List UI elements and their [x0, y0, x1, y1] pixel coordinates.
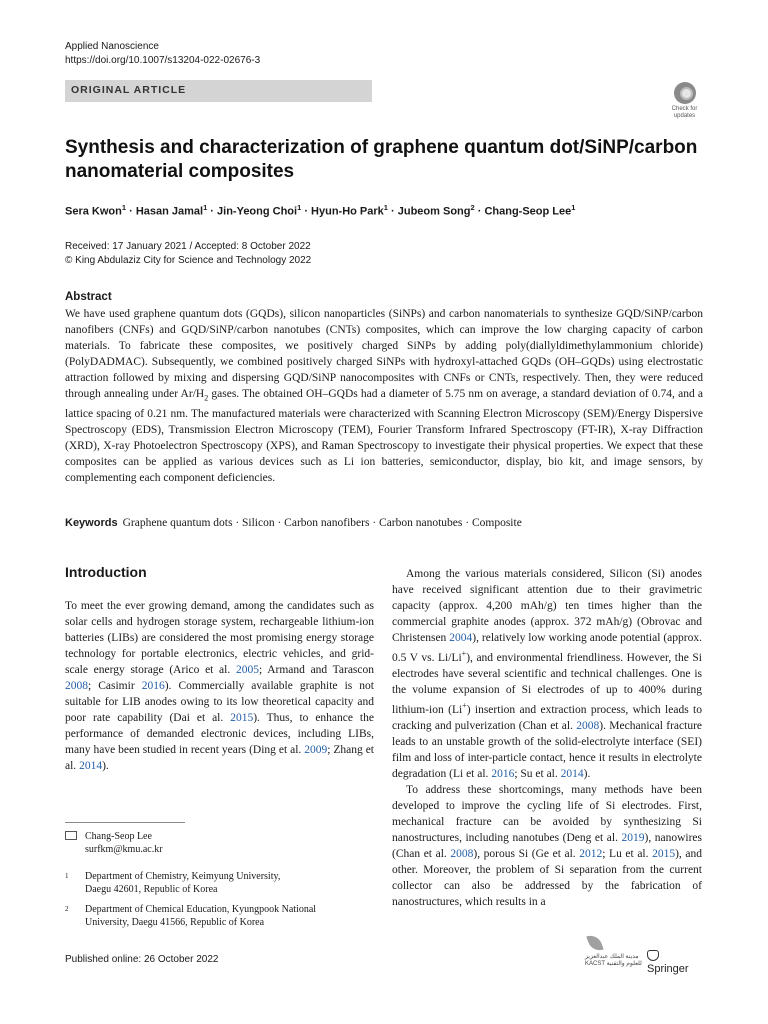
intro-column-left [65, 598, 374, 774]
affiliation-2-number: 2 [65, 905, 69, 913]
citation-link[interactable]: 2004 [449, 632, 473, 644]
text-run: ), nanowires (Chan et al. [392, 831, 703, 860]
keywords [65, 517, 705, 529]
intro-paragraph-2 [392, 566, 702, 782]
text-run: ), relatively low working anode potential (approx. 0.5 V vs. Li/Li [392, 632, 702, 664]
affiliation-1-line-1: Department of Chemistry, Keimyung University, [85, 871, 281, 882]
citation-link[interactable]: 2014 [79, 760, 103, 772]
affiliation-1-number: 1 [65, 872, 69, 880]
author-name[interactable]: Hasan Jamal [135, 205, 204, 218]
author-affiliation-mark: 2 [470, 203, 475, 212]
affiliation-1 [65, 870, 365, 896]
abstract-heading: Abstract [65, 291, 112, 303]
check-updates-text-1: Check for [671, 106, 698, 112]
author-affiliation-mark: 1 [121, 203, 127, 212]
article-dates [65, 240, 311, 268]
text-run: ; Armand and Tarascon [258, 664, 375, 676]
article-type-banner [65, 80, 372, 102]
text-run: Among the various materials considered, Silicon (Si) anodes have received significant attention due to their gravimetric capacity (approx. 4,200 mAh/g) ten times higher than the commercial graphite anodes (approx. 372 mAh/g) (Obrovac and Christensen [392, 568, 702, 644]
article-type-label: ORIGINAL ARTICLE [71, 84, 187, 96]
author-affiliation-mark: 1 [383, 203, 388, 212]
text-run: ; Lu et al. [602, 847, 653, 860]
springer-label: Springer [647, 963, 689, 975]
author-separator: · [126, 205, 136, 218]
doi-link[interactable]: https://doi.org/10.1007/s13204-022-02676-3 [65, 55, 261, 66]
check-for-updates-badge[interactable] [666, 82, 703, 124]
affiliation-1-line-2: Daegu 42601, Republic of Korea [85, 884, 218, 895]
citation-link[interactable]: 2014 [560, 767, 584, 780]
citation-link[interactable]: 2012 [579, 847, 603, 860]
kacst-text: KACST للعلوم والتقنية [585, 961, 642, 967]
superscript: + [462, 700, 467, 710]
citation-link[interactable]: 2019 [621, 831, 645, 844]
author-name[interactable]: Sera Kwon [65, 205, 122, 218]
intro-paragraph-3 [392, 782, 702, 910]
journal-name: Applied Nanoscience [65, 41, 159, 52]
text-run: ). Mechanical fracture leads to an unstable growth of the solid-electrolyte interface (SEI) film and loss of inter-particle contact, hence it results in electrolyte degradation (Li et al. [392, 719, 702, 780]
check-updates-text-2: updates [673, 113, 696, 119]
text-run: ), and environmental friendliness. However, the Si electrodes have several scientific and technical challenges. One is the volume expansion of Si electrodes of up to 400% during lithium-ion (Li [392, 651, 702, 716]
author-name[interactable]: Chang-Seop Lee [484, 205, 572, 218]
text-run: ; Zhang et al. [65, 744, 374, 772]
intro-paragraph-1 [65, 598, 374, 774]
author-name[interactable]: Hyun-Ho Park [311, 205, 384, 218]
citation-link[interactable]: 2015 [652, 847, 676, 860]
journal-header [65, 40, 260, 68]
text-run: ). Commercially available graphite is not suitable for LIB anodes owing to its low theoretical capacity and poor rate capability (Dai et al. [65, 680, 374, 724]
text-run: ). [583, 767, 591, 780]
text-run: ; Casimir [88, 680, 142, 692]
text-run: ), and other. Moreover, the problem of Si separation from the current collector can also be addressed by the fabrication of nanostructures, which results in a [392, 847, 702, 908]
author-separator: · [207, 205, 218, 218]
keywords-label: Keywords [65, 517, 118, 529]
publisher-logos [583, 934, 703, 975]
citation-link[interactable]: 2008 [576, 719, 600, 732]
published-online: Published online: 26 October 2022 [65, 954, 219, 965]
text-run: ). Thus, to enhance the performance of demanded electronic devices, including LIBs, many have been studied in recent years (Ding et al. [65, 712, 374, 756]
affiliation-2-line-2: University, Daegu 41566, Republic of Korea [85, 917, 265, 928]
author-affiliation-mark: 1 [203, 203, 208, 212]
article-title: Synthesis and characterization of graphene quantum dot/SiNP/carbon nanomaterial composites [65, 137, 698, 182]
corresponding-email[interactable]: surfkm@kmu.ac.kr [85, 844, 163, 855]
superscript: + [461, 649, 467, 658]
text-run: ), porous Si (Ge et al. [473, 847, 580, 860]
author-separator: · [301, 205, 312, 218]
abstract-text [65, 306, 703, 486]
kacst-leaf-icon [586, 932, 603, 953]
citation-link[interactable]: 2005 [235, 664, 259, 676]
author-name[interactable]: Jubeom Song [397, 205, 471, 218]
citation-link[interactable]: 2009 [304, 744, 328, 756]
author-name[interactable]: Jin-Yeong Choi [217, 205, 298, 218]
author-separator: · [474, 205, 485, 218]
text-run: ; Su et al. [514, 767, 561, 780]
citation-link[interactable]: 2016 [141, 680, 165, 692]
text-run: ). [102, 760, 109, 772]
copyright: © King Abdulaziz City for Science and Technology 2022 [65, 255, 312, 266]
author-affiliation-mark: 1 [297, 203, 302, 212]
kacst-logo [583, 934, 643, 968]
footnote-divider [65, 822, 185, 823]
citation-link[interactable]: 2015 [230, 712, 254, 724]
abstract-text-part-a: We have used graphene quantum dots (GQDs), silicon nanoparticles (SiNPs) and carbon nanomaterials to synthesize GQD/SiNP/carbon nanofibers (CNFs) and GQD/SiNP/carbon nanotubes (CNTs) composites, which can improve the low charging capacity of carbon materials. To fabricate these composites, we positively charged SiNPs by adding poly(diallyldimethylammonium chloride) (PolyDADMAC). Subsequently, we combined positively charged SiNPs with hydroxyl-attached GQDs (OH–GQDs) using electrostatic attraction followed by mixing and dispersing GQD/SiNP nanocomposites with CNFs or CNTs, respectively. Then, they were reduced through annealing under Ar/H [65, 308, 703, 400]
received-accepted: Received: 17 January 2021 / Accepted: 8 October 2022 [65, 241, 311, 252]
corresponding-name: Chang-Seop Lee [85, 831, 152, 842]
citation-link[interactable]: 2008 [450, 847, 474, 860]
introduction-heading: Introduction [65, 564, 147, 580]
text-run: ) insertion and extraction process, which leads to cracking and pulverization (Chan et al. [392, 703, 702, 732]
affiliation-2-line-1: Department of Chemical Education, Kyungpook National [85, 904, 317, 915]
author-separator: · [387, 205, 398, 218]
springer-logo [647, 950, 703, 975]
author-affiliation-mark: 1 [571, 203, 576, 212]
text-run: To address these shortcomings, many methods have been developed to improve the cycling life of Si electrodes. First, mechanical fracture can be avoided by synthesizing Si nanostructures, including nanotubes (Deng et al. [392, 783, 702, 844]
kacst-text-arabic: مدينة الملك عبدالعزيز [585, 954, 639, 960]
check-updates-icon [674, 82, 696, 104]
intro-column-right [392, 566, 702, 910]
abstract-subscript: 2 [204, 393, 209, 403]
affiliation-2 [65, 903, 365, 929]
abstract-text-part-b: gases. The obtained OH–GQDs had a diameter of 5.75 nm on average, a standard deviation of 0.74, and a lattice spacing of 0.21 nm. The manufactured materials were characterized with Scanning Electron Microscopy (SEM)/Energy Dispersive Spectroscopy (EDS), Transmission Electron Microscopy (TEM), Fourier Transform Infrared Spectroscopy (FT-IR), X-ray Diffraction (XRD), X-ray Photoelectron Spectroscopy (XPS), and Raman Spectroscopy to investigate their physical properties. We expect that these composites can be applied as various devices such as Li ion batteries, semiconductor, display, bio kit, and image sensors, by complementing each component deficiencies. [65, 388, 703, 485]
keywords-text: Graphene quantum dots · Silicon · Carbon nanofibers · Carbon nanotubes · Composite [122, 517, 522, 529]
text-run: To meet the ever growing demand, among the candidates such as solar cells and hydrogen storage system, rechargeable lithium-ion batteries (LIBs) are considered the most promising energy storage technology for portable electronics, electric vehicles, and grid-scale energy storage (Arico et al. [65, 600, 374, 676]
author-list [65, 203, 705, 218]
corresponding-author [65, 830, 163, 856]
citation-link[interactable]: 2008 [65, 680, 88, 692]
envelope-icon [65, 831, 77, 840]
citation-link[interactable]: 2016 [491, 767, 515, 780]
springer-horse-icon [647, 950, 659, 961]
